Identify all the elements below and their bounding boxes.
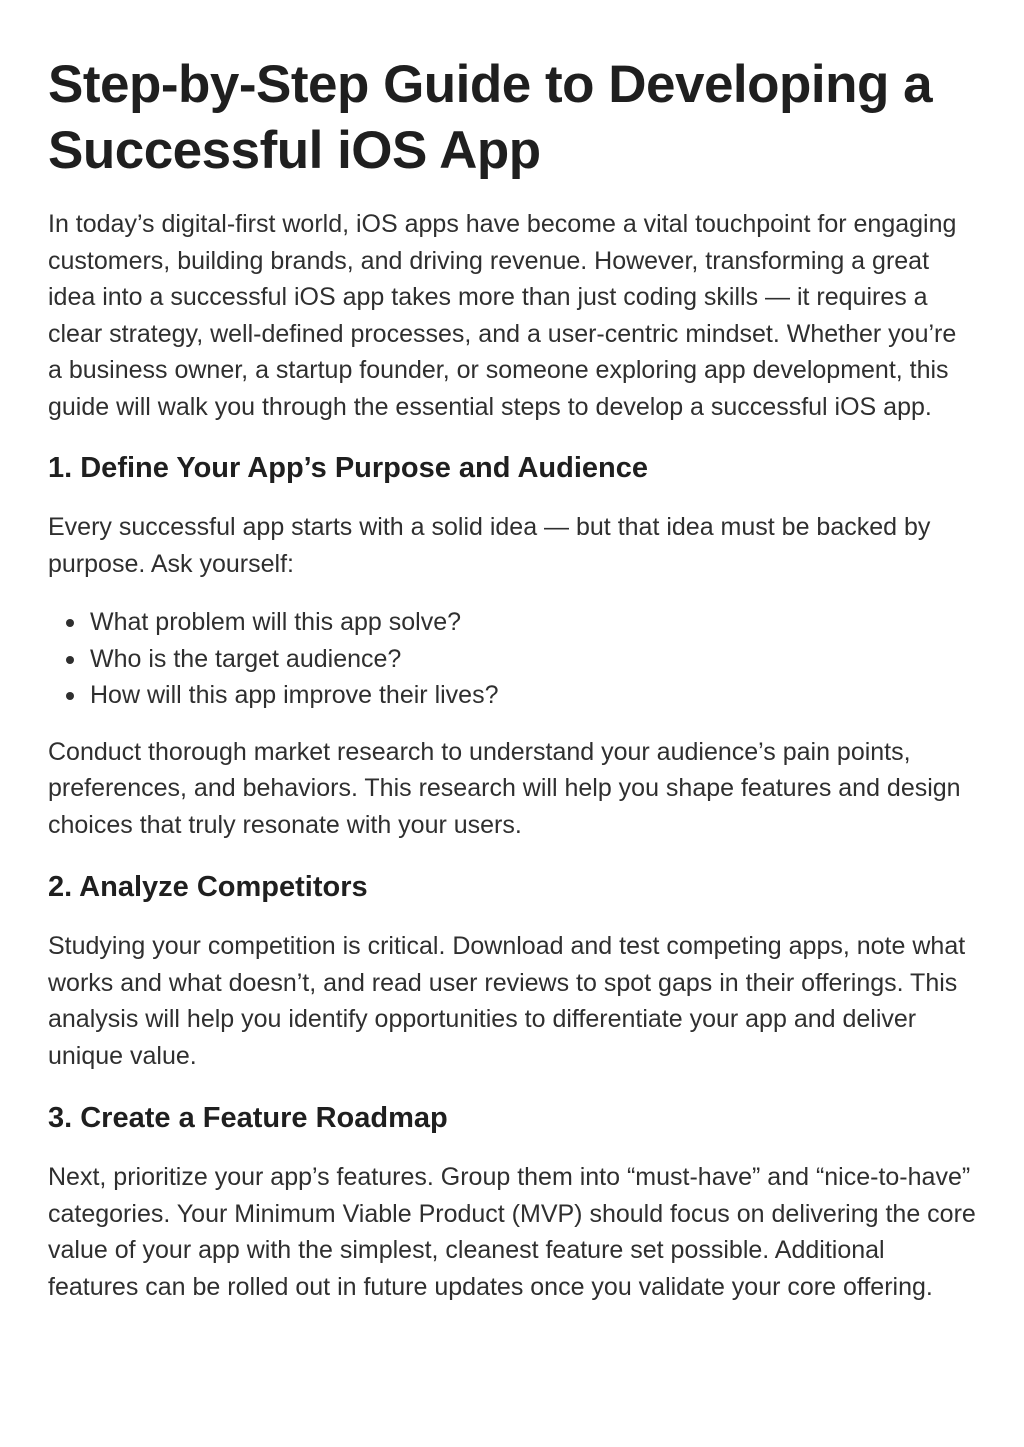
section-define-purpose <box>48 448 976 843</box>
list-item <box>90 604 976 641</box>
section-heading: 1. Define Your App’s Purpose and Audience <box>48 452 648 484</box>
section-heading: 2. Analyze Competitors <box>48 871 368 903</box>
list-item-text: How will this app improve their lives? <box>90 681 499 709</box>
question-list <box>48 604 976 714</box>
section-paragraph: Conduct thorough market research to understand your audience’s pain points, preferences, and behaviors. This research will help you shape features and design choices that truly resonate with your users. <box>48 737 961 839</box>
section-paragraph: Studying your competition is critical. Download and test competing apps, note what works and what doesn’t, and read user reviews to spot gaps in their offerings. This analysis will help you identify opportunities to differentiate your app and deliver unique value. <box>48 932 966 1070</box>
intro-paragraph: In today’s digital-first world, iOS apps have become a vital touchpoint for engaging customers, building brands, and driving revenue. However, transforming a great idea into a successful iOS app takes more than just coding skills — it requires a clear strategy, well-defined processes, and a user-centric mindset. Whether you’re a business owner, a startup founder, or someone exploring app development, this guide will walk you through the essential steps to develop a successful iOS app. <box>48 210 957 421</box>
section-paragraph: Next, prioritize your app’s features. Group them into “must-have” and “nice-to-have” categories. Your Minimum Viable Product (MVP) should focus on delivering the core value of your app with the simplest, cleanest feature set possible. Additional features can be rolled out in future updates once you validate your core offering. <box>48 1163 976 1301</box>
section-analyze-competitors <box>48 867 976 1074</box>
list-item <box>90 641 976 678</box>
section-feature-roadmap <box>48 1098 976 1305</box>
list-item <box>90 677 976 714</box>
list-item-text: What problem will this app solve? <box>90 608 461 636</box>
section-heading: 3. Create a Feature Roadmap <box>48 1102 448 1134</box>
page-title: Step-by-Step Guide to Developing a Successful iOS App <box>48 55 933 180</box>
bullet-icon <box>66 656 74 664</box>
section-paragraph: Every successful app starts with a solid idea — but that idea must be backed by purpose. Ask yourself: <box>48 513 931 578</box>
list-item-text: Who is the target audience? <box>90 644 402 673</box>
bullet-icon <box>66 619 74 627</box>
bullet-icon <box>66 692 74 700</box>
